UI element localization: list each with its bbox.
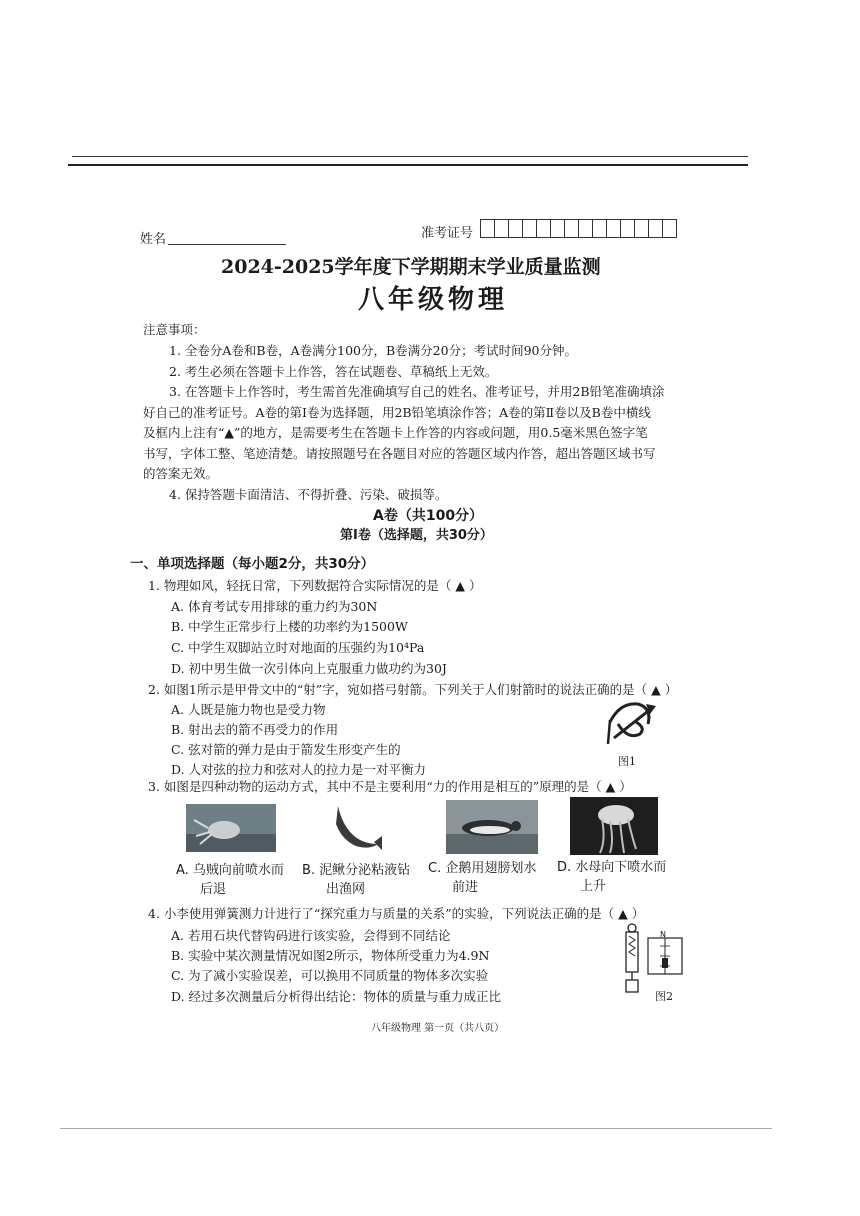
figure-2-unit: N	[660, 930, 666, 939]
exam-title: 2024-2025学年度下学期期末学业质量监测	[221, 256, 601, 278]
header-rule-top	[72, 156, 748, 157]
option-a: A. 体育考试专用排球的重力约为30N	[171, 599, 378, 614]
option-d: D. 人对弦的拉力和弦对人的拉力是一对平衡力	[171, 762, 427, 777]
exam-id-box[interactable]	[606, 219, 621, 238]
note-line: 1. 全卷分A卷和B卷，A卷满分100分，B卷满分20分；考试时间90分钟。	[169, 343, 577, 358]
note-line: 2. 考生必须在答题卡上作答，答在试题卷、草稿纸上无效。	[169, 364, 498, 379]
question-stem: 1. 物理如风，轻抚日常，下列数据符合实际情况的是（ ▲ ）	[148, 578, 482, 593]
note-line: 的答案无效。	[143, 466, 219, 481]
option-b: B. 实验中某次测量情况如图2所示，物体所受重力为4.9N	[171, 948, 490, 963]
exam-id-box[interactable]	[592, 219, 607, 238]
notes-heading: 注意事项：	[143, 322, 206, 337]
question-stem: 2. 如图1所示是甲骨文中的“射”字，宛如搭弓射箭。下列关于人们射箭时的说法正确的是（ ▲ ）	[148, 682, 678, 697]
option-d: D. 经过多次测量后分析得出结论：物体的质量与重力成正比	[171, 989, 502, 1004]
option-a: A. 若用石块代替钩码进行该实验，会得到不同结论	[171, 928, 451, 943]
question-type-heading: 一、单项选择题（每小题2分，共30分）	[130, 556, 375, 572]
exam-id-box[interactable]	[648, 219, 663, 238]
option-a: A. 人既是施力物也是受力物	[171, 702, 326, 717]
option-c: C. 为了减小实验误差，可以换用不同质量的物体多次实验	[171, 968, 489, 983]
exam-id-box[interactable]	[620, 219, 635, 238]
option-c-cont: 前进	[452, 880, 479, 895]
penguin-photo	[446, 800, 538, 854]
exam-id-box[interactable]	[480, 219, 495, 238]
note-line: 3. 在答题卡上作答时，考生需首先准确填写自己的姓名、准考证号，并用2B铅笔准确填涂	[169, 384, 665, 399]
exam-id-label: 准考证号	[421, 226, 474, 241]
option-a-cont: 后退	[200, 882, 227, 897]
name-label: 姓名	[140, 232, 167, 247]
option-d-cont: 上升	[580, 879, 607, 894]
exam-id-box[interactable]	[578, 219, 593, 238]
header-rule-bottom	[68, 164, 748, 166]
option-c: C. 弦对箭的弹力是由于箭发生形变产生的	[171, 742, 401, 757]
option-d: D. 水母向下喷水而	[557, 860, 667, 875]
exam-id-box[interactable]	[494, 219, 509, 238]
question-stem: 4. 小李使用弹簧测力计进行了“探究重力与质量的关系”的实验，下列说法正确的是（ ▲ ）	[148, 906, 645, 921]
option-b: B. 中学生正常步行上楼的功率约为1500W	[171, 619, 408, 634]
note-line: 及框内上注有“▲”的地方，是需要考生在答题卡上作答的内容或问题，用0.5毫米黑色签字笔	[143, 425, 648, 440]
oracle-bone-glyph-figure	[600, 694, 662, 752]
name-field-line[interactable]	[168, 244, 286, 245]
question-stem: 3. 如图是四种动物的运动方式，其中不是主要利用“力的作用是相互的”原理的是（ ▲ ）	[148, 779, 632, 794]
exam-id-box[interactable]	[522, 219, 537, 238]
jellyfish-photo	[570, 797, 658, 855]
note-line: 好自己的准考证号。A卷的第Ⅰ卷为选择题，用2B铅笔填涂作答；A卷的第Ⅱ卷以及B卷中横线	[143, 405, 651, 420]
page-footer: 八年级物理 第一页（共八页）	[371, 1023, 505, 1034]
exam-id-box[interactable]	[564, 219, 579, 238]
exam-id-box[interactable]	[536, 219, 551, 238]
loach-photo	[322, 804, 384, 856]
exam-id-box[interactable]	[508, 219, 523, 238]
option-c: C. 企鹅用翅膀划水	[428, 861, 537, 876]
exam-id-boxes[interactable]	[481, 219, 677, 238]
figure-2-label: 图2	[655, 990, 673, 1003]
paper-a-heading: A卷（共100分）	[373, 508, 484, 524]
option-a: A. 乌贼向前喷水而	[176, 863, 284, 878]
part-1-heading: 第Ⅰ卷（选择题，共30分）	[340, 528, 493, 543]
spring-scale-figure	[620, 922, 690, 998]
exam-id-box[interactable]	[634, 219, 649, 238]
option-b: B. 射出去的箭不再受力的作用	[171, 722, 339, 737]
option-d: D. 初中男生做一次引体向上克服重力做功约为30J	[171, 661, 447, 676]
option-c: C. 中学生双脚站立时对地面的压强约为10⁴Pa	[171, 640, 425, 655]
exam-id-box[interactable]	[550, 219, 565, 238]
figure-1-label: 图1	[618, 755, 636, 768]
exam-id-box[interactable]	[662, 219, 677, 238]
option-b-cont: 出渔网	[326, 882, 366, 897]
option-b: B. 泥鳅分泌粘液钻	[302, 863, 411, 878]
squid-photo	[186, 804, 276, 852]
subject-title: 八年级物理	[358, 285, 509, 315]
bottom-rule	[60, 1128, 772, 1129]
note-line: 书写，字体工整、笔迹清楚。请按照题号在各题目对应的答题区域内作答，超出答题区域书写	[143, 446, 656, 461]
note-line: 4. 保持答题卡面清洁、不得折叠、污染、破损等。	[169, 487, 448, 502]
